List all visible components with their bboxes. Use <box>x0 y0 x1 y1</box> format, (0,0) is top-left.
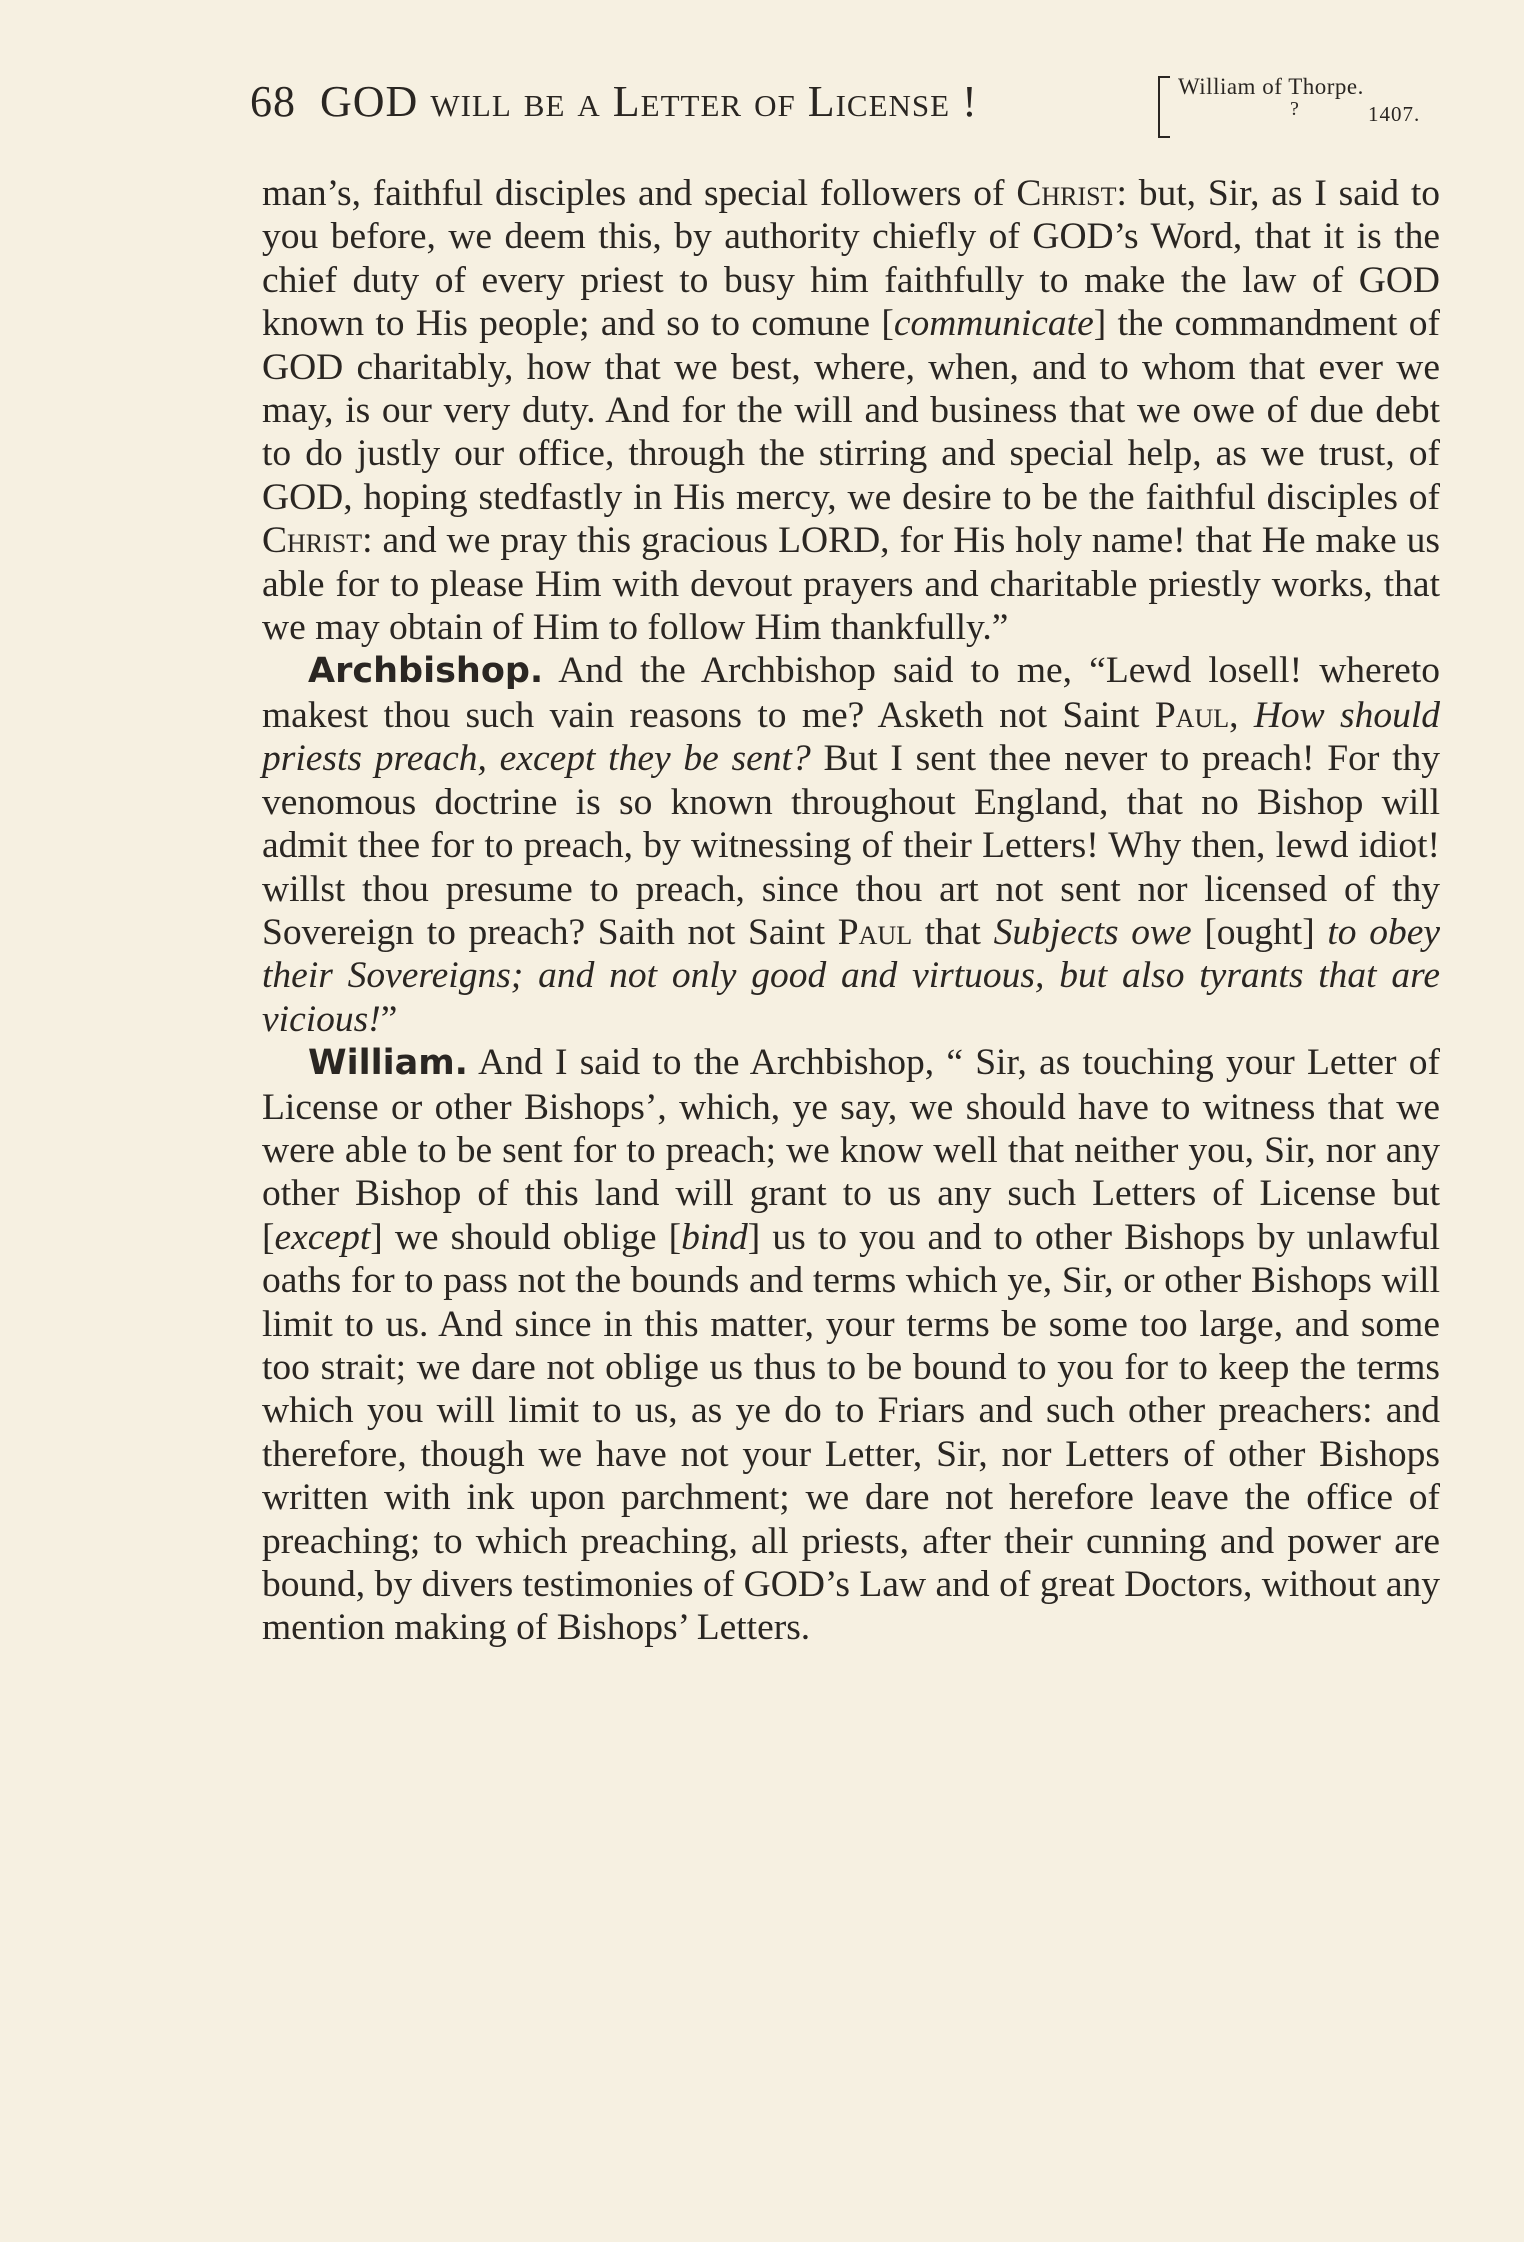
page-number: 68 <box>250 77 296 126</box>
text-segment: to obey their Sovereigns; and not only good and virtuous, but also tyrants that are vicious! <box>262 911 1440 1040</box>
text-segment: : but, Sir, as I said to you before, we deem this, by authority chiefly of GOD’s Word, that it is the chief duty of every priest to busy him faithfully to make the law of GOD known to His people; and so to comune <box>262 173 1441 345</box>
text-segment: ] we should oblige <box>370 1216 669 1258</box>
body-text <box>262 172 1440 1650</box>
text-segment: bind <box>681 1216 748 1258</box>
side-reference-mark: ? <box>1290 98 1300 120</box>
text-segment: except <box>274 1216 371 1258</box>
text-segment: ] the commandment of GOD charitably, how that we best, where, when, and to whom that ever we may, is our very duty. And for the will and business that we owe of due debt to do justly our office, through the stirring and special help, as we trust, of GOD, hoping stedfastly in His mercy, we desire to be the faithful disciples of <box>262 303 1440 518</box>
text-segment: ] us to you and to other Bishops by unlawful oaths for to pass not the bounds and terms which ye, Sir, or other Bishops will limit to us. And since in this matter, your terms be some too large, and some too strait; we dare not oblige us thus to be bound to you for to keep the terms which you will limit to us, as ye do to Friars and such other preachers: and therefore, though we have not your Letter, Sir, nor Letters of other Bishops written with ink upon parchment; we dare not herefore leave the office of preaching; to which preaching, all priests, after their cunning and power are bound, by divers testimonies of GOD’s Law and of great Doctors, without any mention making of Bishops’ Letters. <box>262 1216 1440 1649</box>
text-segment: that <box>912 911 994 953</box>
side-reference-year: 1407. <box>1368 102 1421 126</box>
text-segment: But I sent thee never to preach! For thy venomous doctrine is so known throughout England, that no Bishop will admit thee for to preach, by witnessing of their Letters! Why then, lewd idiot! willst thou presume to preach, since thou art not sent nor licensed of thy Sovereign to preach? Saith not Saint <box>262 738 1440 953</box>
text-segment: And the Archbishop said to me, “Lewd losell! whereto makest thou such vain reasons to me? Asketh not Saint <box>262 650 1440 736</box>
text-segment: Christ <box>1016 173 1117 214</box>
text-segment: Christ <box>262 520 363 562</box>
side-reference <box>1158 70 1428 138</box>
text-segment: Paul <box>837 911 913 953</box>
side-reference-bracket <box>1158 76 1170 138</box>
page-header <box>250 76 1430 146</box>
paragraph <box>262 172 1440 649</box>
text-segment: Subjects owe <box>993 911 1192 953</box>
text-segment: , <box>1229 694 1254 736</box>
running-title: GOD will be a Letter of License ! <box>320 77 978 126</box>
speaker-label: Archbishop. <box>308 651 544 692</box>
text-segment: communicate <box>893 303 1094 345</box>
text-segment: [ <box>262 1216 275 1258</box>
side-reference-name: William of Thorpe. <box>1178 74 1364 99</box>
text-segment: : and we pray this gracious LORD, for His holy name! that He make us able for to please Him with devout prayers and charitable priestly works, that we may obtain of Him to follow Him thankfully.” <box>262 520 1440 649</box>
text-segment: [ought] <box>1191 911 1328 953</box>
text-segment: How should priests preach, except they be sent? <box>262 694 1441 780</box>
text-segment: [ <box>881 303 894 345</box>
paragraph <box>262 649 1440 1041</box>
text-segment: And I said to the Archbishop, “ Sir, as touching your Letter of License or other Bishops’, which, ye say, we should have to witness that we were able to be sent for to preach; we know well that neither you, Sir, nor any other Bishop of this land will grant to us any such Letters of License but <box>262 1042 1440 1215</box>
text-segment: Paul <box>1154 694 1230 736</box>
text-segment: ” <box>380 998 398 1040</box>
speaker-label: William. <box>308 1043 468 1084</box>
paragraph <box>262 1041 1440 1650</box>
text-segment: man’s, faithful disciples and special followers of <box>262 173 1017 214</box>
text-segment: [ <box>668 1216 682 1258</box>
